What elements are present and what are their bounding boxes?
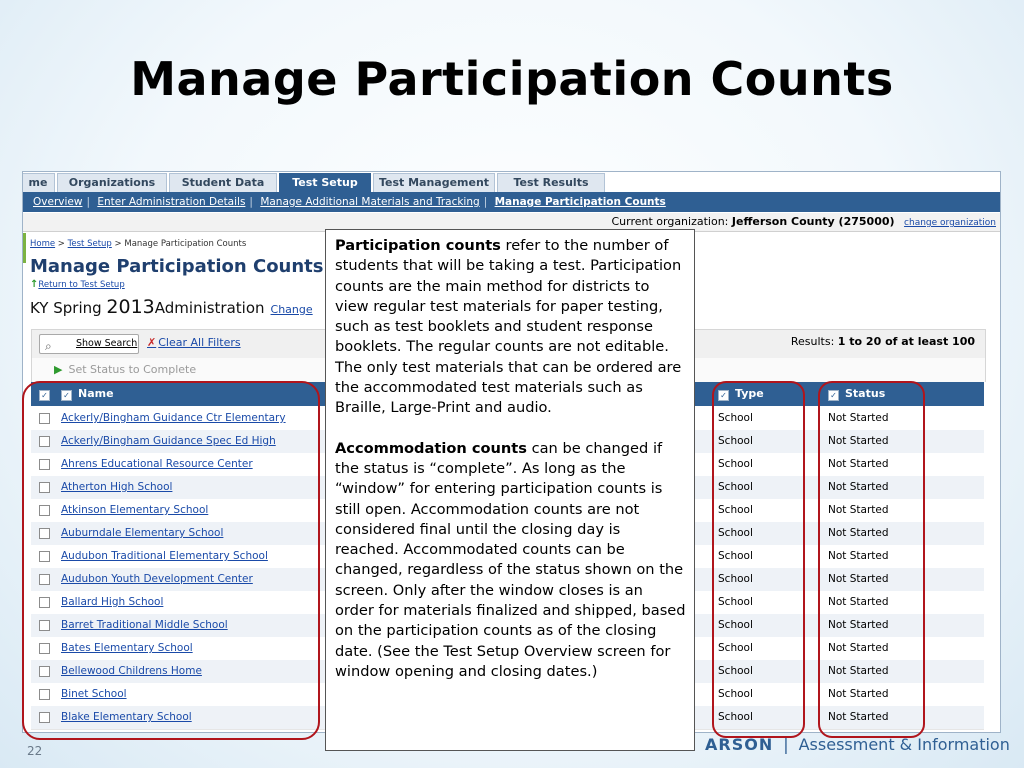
change-organization-link[interactable]: change organization — [904, 218, 996, 228]
row-checkbox[interactable] — [39, 413, 50, 424]
administration-name — [30, 296, 313, 318]
row-type: School — [718, 642, 753, 654]
return-link-label[interactable]: Return to Test Setup — [38, 280, 125, 290]
row-type: School — [718, 504, 753, 516]
clear-all-filters-link[interactable] — [147, 336, 241, 349]
subnav-overview[interactable]: Overview — [33, 196, 83, 208]
row-checkbox[interactable] — [39, 574, 50, 585]
row-status: Not Started — [828, 688, 889, 700]
footer-logo — [705, 735, 1010, 754]
subnav-manage-participation-counts[interactable]: Manage Participation Counts — [494, 196, 666, 208]
sub-navigation — [23, 193, 1000, 212]
clear-filter-icon: ✗ — [147, 336, 157, 349]
subnav-manage-additional-materials[interactable]: Manage Additional Materials and Tracking — [260, 196, 480, 208]
breadcrumb-home[interactable]: Home — [30, 239, 56, 249]
row-checkbox[interactable] — [39, 436, 50, 447]
row-type: School — [718, 688, 753, 700]
page-title: Manage Participation Counts — [30, 256, 324, 277]
magnifier-icon: ⌕ — [45, 339, 52, 353]
set-status-label: Set Status to Complete — [68, 363, 197, 376]
row-checkbox[interactable] — [39, 482, 50, 493]
tab-test-setup[interactable]: Test Setup — [279, 173, 371, 192]
tab-bar — [23, 172, 1000, 193]
row-status: Not Started — [828, 412, 889, 424]
row-checkbox[interactable] — [39, 459, 50, 470]
subnav-enter-administration-details[interactable]: Enter Administration Details — [97, 196, 246, 208]
up-arrow-icon: ↑ — [30, 279, 39, 290]
callout-participation-heading: Participation counts — [335, 237, 501, 254]
results-summary — [791, 335, 975, 348]
row-status: Not Started — [828, 458, 889, 470]
row-status: Not Started — [828, 596, 889, 608]
tab-organizations[interactable]: Organizations — [57, 173, 167, 192]
row-name-link[interactable]: Ackerly/Bingham Guidance Ctr Elementary — [61, 412, 286, 424]
row-status: Not Started — [828, 435, 889, 447]
row-status: Not Started — [828, 711, 889, 723]
row-type: School — [718, 481, 753, 493]
row-checkbox[interactable] — [39, 643, 50, 654]
administration-prefix: KY Spring — [30, 299, 107, 317]
tab-test-management[interactable]: Test Management — [373, 173, 495, 192]
current-organization-name: Jefferson County (275000) — [731, 215, 895, 228]
subnav-separator: | — [483, 196, 488, 208]
footer-separator: | — [783, 735, 789, 754]
row-type: School — [718, 619, 753, 631]
row-type: School — [718, 665, 753, 677]
subnav-separator: | — [249, 196, 253, 208]
row-checkbox[interactable] — [39, 666, 50, 677]
row-status: Not Started — [828, 665, 889, 677]
row-name-link[interactable]: Atkinson Elementary School — [61, 504, 209, 516]
play-icon: ▶ — [54, 363, 63, 376]
row-status: Not Started — [828, 550, 889, 562]
column-header-name[interactable]: ✓ Name — [61, 382, 114, 406]
row-checkbox[interactable] — [39, 505, 50, 516]
row-name-link[interactable]: Ackerly/Bingham Guidance Spec Ed High — [61, 435, 276, 447]
row-type: School — [718, 458, 753, 470]
footer-brand: ARSON — [705, 735, 774, 754]
subnav-separator: | — [86, 196, 90, 208]
row-status: Not Started — [828, 573, 889, 585]
results-label: Results: — [790, 335, 835, 348]
row-type: School — [718, 596, 753, 608]
row-checkbox[interactable] — [39, 712, 50, 723]
row-type: School — [718, 527, 753, 539]
change-administration-link[interactable]: Change — [270, 303, 313, 316]
current-organization-label: Current organization: — [611, 215, 729, 228]
row-name-link[interactable]: Binet School — [61, 688, 127, 700]
row-checkbox[interactable] — [39, 528, 50, 539]
return-to-test-setup[interactable] — [30, 279, 125, 290]
callout-accommodation-text: can be changed if the status is “complete”. As long as the “window” for entering participation counts is still open. Accommodation counts are not considered final until the closing day is reached. Accommodated counts can be changed, regardless of the status shown on the screen. Only after the window closes is an order for materials finalized and shipped, based on the participation counts as of the closing date. (See the Test Setup Overview screen for window opening and closing dates.) — [335, 439, 686, 680]
row-name-link[interactable]: Audubon Youth Development Center — [61, 573, 253, 585]
administration-year: 2013 — [106, 296, 155, 318]
row-name-link[interactable]: Audubon Traditional Elementary School — [61, 550, 268, 562]
row-checkbox[interactable] — [39, 689, 50, 700]
row-name-link[interactable]: Ballard High School — [61, 596, 164, 608]
clear-all-filters-label: Clear All Filters — [158, 336, 241, 349]
show-search-label: Show Search — [76, 338, 138, 349]
row-type: School — [718, 550, 753, 562]
row-name-link[interactable]: Bates Elementary School — [61, 642, 193, 654]
row-status: Not Started — [828, 504, 889, 516]
row-checkbox[interactable] — [39, 620, 50, 631]
row-checkbox[interactable] — [39, 597, 50, 608]
callout-accommodation-heading: Accommodation counts — [335, 439, 527, 457]
show-search-button[interactable] — [39, 334, 139, 354]
row-type: School — [718, 412, 753, 424]
select-all-checkbox[interactable]: ✓ — [39, 382, 56, 406]
row-type: School — [718, 573, 753, 585]
slide-number: 22 — [27, 744, 43, 758]
results-value: 1 to 20 of at least 100 — [837, 335, 975, 348]
row-type: School — [718, 711, 753, 723]
column-header-status[interactable]: ✓ Status — [828, 382, 885, 406]
callout-participation-text: refer to the number of students that will be taking a test. Participation counts are the main method for districts to view regular test materials for paper testing, such as test booklets and student response booklets. The regular counts are not editable. The only test materials that can be ordered are the accommodated test materials such as Braille, Large-Print and audio. — [335, 237, 682, 417]
row-name-link[interactable]: Ahrens Educational Resource Center — [61, 458, 253, 470]
breadcrumb — [30, 239, 246, 249]
row-name-link[interactable]: Atherton High School — [61, 481, 173, 493]
breadcrumb-separator: > — [55, 239, 68, 249]
left-accent-strip — [23, 233, 26, 263]
slide-title: Manage Participation Counts — [130, 52, 894, 106]
row-status: Not Started — [828, 527, 889, 539]
row-status: Not Started — [828, 642, 889, 654]
row-name-link[interactable]: Blake Elementary School — [61, 711, 192, 723]
row-name-link[interactable]: Auburndale Elementary School — [61, 527, 224, 539]
row-status: Not Started — [828, 481, 889, 493]
column-header-type[interactable]: ✓ Type — [718, 382, 764, 406]
row-status: Not Started — [828, 619, 889, 631]
footer-text: Assessment & Information — [798, 735, 1010, 754]
row-type: School — [718, 435, 753, 447]
administration-suffix: Administration — [154, 299, 265, 317]
explanation-callout — [325, 229, 695, 751]
row-checkbox[interactable] — [39, 551, 50, 562]
row-name-link[interactable]: Bellewood Childrens Home — [61, 665, 202, 677]
breadcrumb-current: Manage Participation Counts — [124, 239, 247, 249]
tab-student-data[interactable]: Student Data — [169, 173, 277, 192]
breadcrumb-separator: > — [111, 239, 125, 249]
tab-home[interactable]: me — [22, 173, 55, 192]
tab-test-results[interactable]: Test Results — [497, 173, 605, 192]
row-name-link[interactable]: Barret Traditional Middle School — [61, 619, 228, 631]
breadcrumb-test-setup[interactable]: Test Setup — [67, 239, 112, 249]
